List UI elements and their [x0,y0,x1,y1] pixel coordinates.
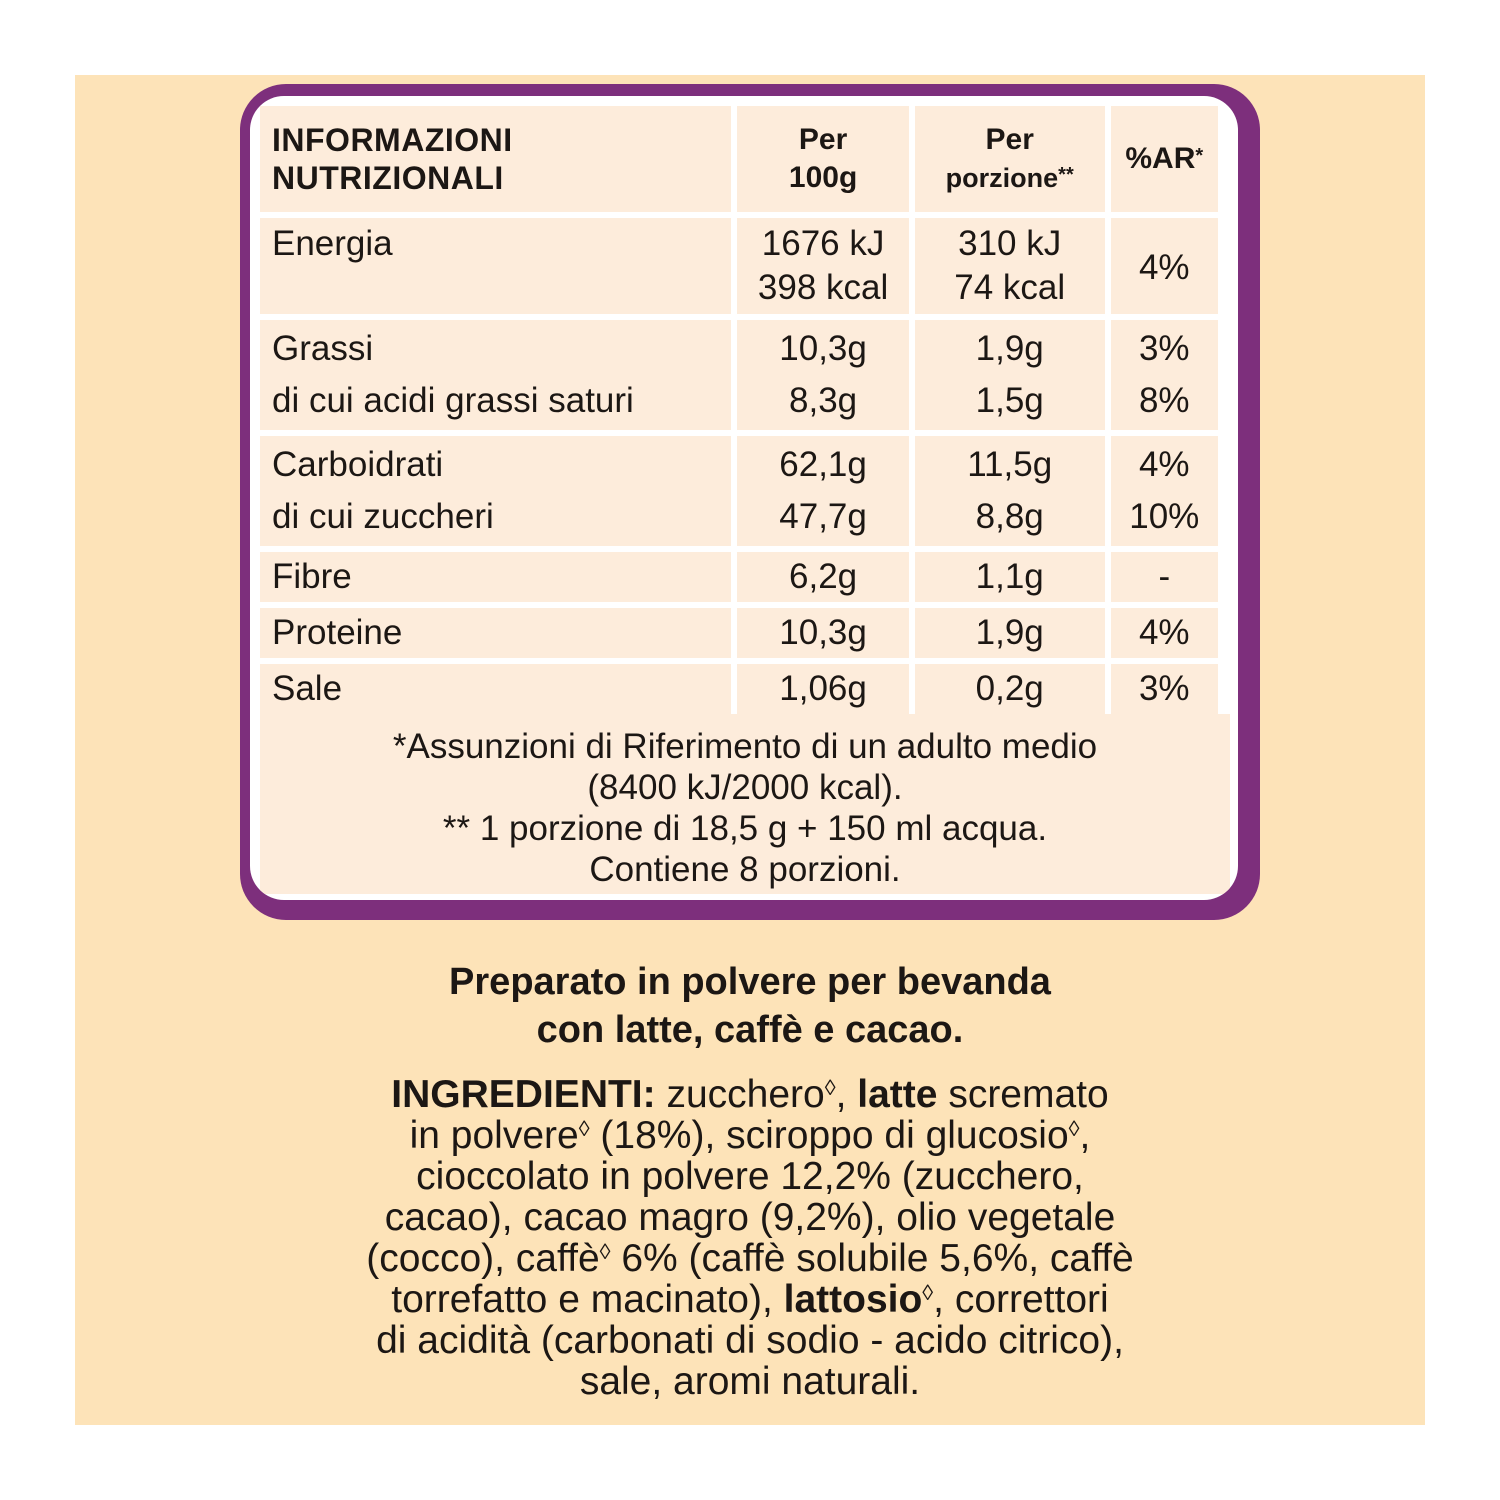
ingredients-list: INGREDIENTI: zucchero◊, latte scremato in polvere◊ (18%), sciroppo di glucosio◊, cioccolato in polvere 12,2% (zucchero, cacao), cacao magro (9,2%), olio vegetale (cocco), caffè◊ 6% (caffè solubile 5,6%, caffè torrefatto e macinato), lattosio◊, correttori di acidità (carbonati di sodio - acido citrico), sale, aromi naturali. [366,1073,1134,1403]
nutrient-name: Fibre [260,552,731,602]
per-portion-value: 1,9g 1,5g [915,320,1105,430]
lozenge-icon: ◊ [599,1239,611,1264]
per-portion-value: 11,5g 8,8g [915,436,1105,546]
header-title-cell [260,106,731,212]
lozenge-icon: ◊ [1068,1116,1080,1141]
per-100g-value: 1676 kJ 398 kcal [737,218,909,314]
lozenge-icon: ◊ [578,1116,590,1141]
per-portion-value: 0,2g [915,664,1105,714]
ar-value: 3% [1111,664,1218,714]
ar-value: 4% [1111,608,1218,658]
per-portion-value: 1,1g [915,552,1105,602]
nutrient-name: Energia [260,218,731,314]
table-row-sale [260,664,1218,714]
table-row-energia [260,218,1218,314]
ar-value: 4% [1111,218,1218,314]
table-row-fibre [260,552,1218,602]
nutrient-name: Proteine [260,608,731,658]
table-header-row [260,106,1218,212]
per-100g-value: 62,1g 47,7g [737,436,909,546]
header-per-portion: Per porzione** [915,106,1105,212]
per-portion-value: 310 kJ 74 kcal [915,218,1105,314]
nutrition-table [254,100,1224,720]
per-100g-value: 10,3g [737,608,909,658]
allergen-lattosio: lattosio [783,1278,923,1321]
ingredients-label: INGREDIENTI: [391,1073,656,1116]
ar-value: 4% 10% [1111,436,1218,546]
table-row-grassi [260,320,1218,430]
product-description: Preparato in polvere per bevanda con latte, caffè e cacao. [449,961,1051,1051]
ar-value: 3% 8% [1111,320,1218,430]
allergen-latte: latte [857,1073,938,1116]
table-footnote: *Assunzioni di Riferimento di un adulto medio (8400 kJ/2000 kcal). ** 1 porzione di 18,5 g + 150 ml acqua. Contiene 8 porzioni. [260,714,1230,894]
nutrition-panel [250,96,1238,900]
table-row-proteine [260,608,1218,658]
header-title: INFORMAZIONI NUTRIZIONALI [272,122,513,196]
header-per-100g: Per 100g [737,106,909,212]
ar-value: - [1111,552,1218,602]
nutrient-name: Grassi di cui acidi grassi saturi [260,320,731,430]
lozenge-icon: ◊ [922,1280,934,1305]
nutrient-name: Sale [260,664,731,714]
header-ar: %AR* [1111,106,1218,212]
lozenge-icon: ◊ [824,1075,836,1100]
per-100g-value: 10,3g 8,3g [737,320,909,430]
per-100g-value: 6,2g [737,552,909,602]
per-portion-value: 1,9g [915,608,1105,658]
nutrient-name: Carboidrati di cui zuccheri [260,436,731,546]
table-row-carboidrati [260,436,1218,546]
per-100g-value: 1,06g [737,664,909,714]
